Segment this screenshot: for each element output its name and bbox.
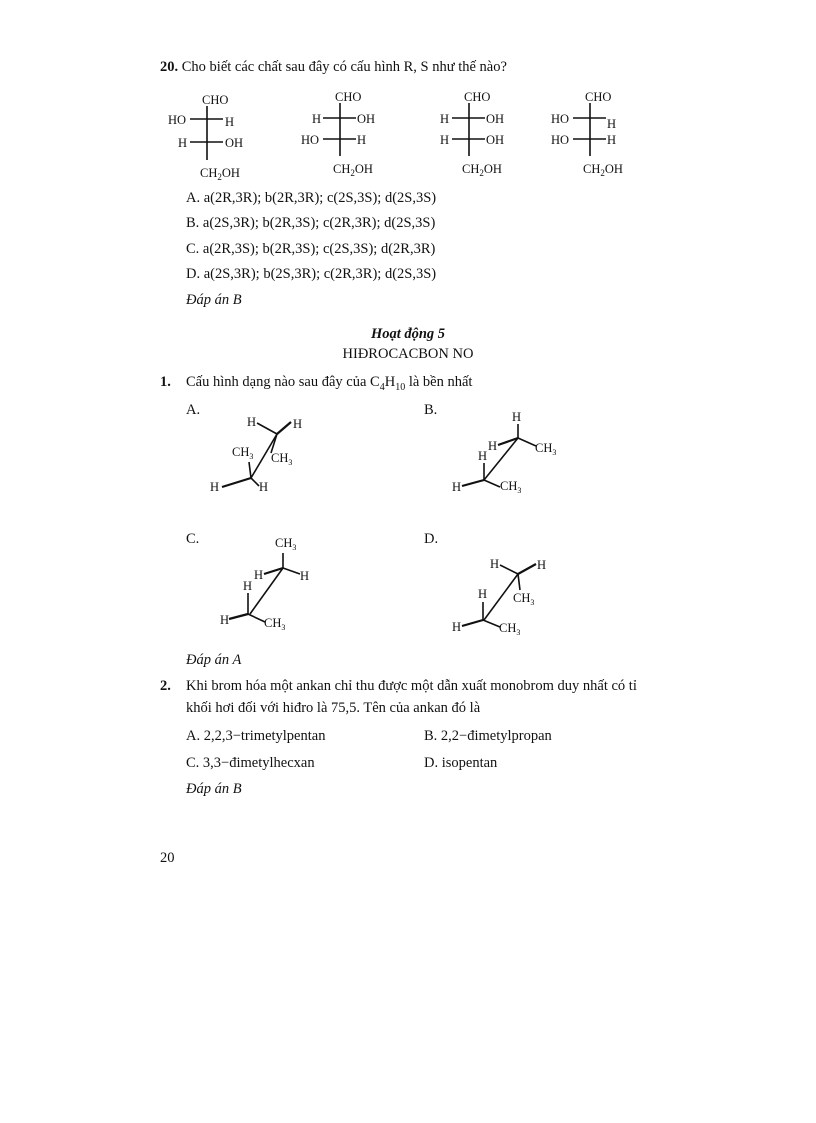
svg-text:H: H xyxy=(452,480,462,494)
q1-answer: Đáp án A xyxy=(186,652,242,668)
atom-left-1: H xyxy=(312,112,322,126)
fischer-structure-b xyxy=(298,88,408,183)
q20-option-d: D. a(2S,3R); b(2S,3R); c(2R,3R); d(2S,3S) xyxy=(186,266,437,282)
svg-text:CH3: $CH_3$ xyxy=(271,451,293,467)
svg-text:H: H xyxy=(254,568,264,582)
atom-right-1: H xyxy=(225,115,235,129)
atom-bottom: $CH_2OH$ xyxy=(200,166,240,182)
svg-text:H: H xyxy=(537,558,547,572)
atom-left-1: HO xyxy=(551,112,570,126)
fischer-structure-d xyxy=(548,88,658,183)
q2-option-c: C. 3,3−đimetylhecxan xyxy=(186,755,315,771)
svg-text:H: H xyxy=(512,410,522,424)
page-number: 20 xyxy=(160,850,175,866)
svg-text:CH3: $CH_3$ xyxy=(513,591,535,607)
svg-text:H: H xyxy=(300,569,310,583)
atom-right-2: H xyxy=(357,133,367,147)
question-1-number: 1. xyxy=(160,374,171,390)
fischer-structure-a xyxy=(165,90,275,185)
q2-option-a: A. 2,2,3−trimetylpentan xyxy=(186,728,326,744)
svg-text:CH3: $CH_3$ xyxy=(499,621,521,637)
question-number: 20. xyxy=(160,59,179,75)
svg-text:CH3: $CH_3$ xyxy=(500,479,522,495)
svg-text:CH3: $CH_3$ xyxy=(535,441,557,457)
svg-text:H: H xyxy=(478,587,488,601)
atom-right-1: OH xyxy=(357,112,376,126)
q20-answer: Đáp án B xyxy=(186,292,242,308)
svg-text:H: H xyxy=(210,480,220,494)
atom-left-2: HO xyxy=(301,133,320,147)
question-2-line-1: Khi brom hóa một ankan chỉ thu được một dẫn xuất monobrom duy nhất có tỉ xyxy=(186,678,637,694)
q20-option-b: B. a(2S,3R); b(2R,3S); c(2R,3R); d(2S,3S) xyxy=(186,215,436,231)
q20-option-c: C. a(2R,3S); b(2R,3S); c(2S,3S); d(2R,3R) xyxy=(186,241,436,257)
atom-left-1: H xyxy=(440,112,450,126)
atom-bottom: $CH_2OH$ xyxy=(462,162,502,178)
svg-text:H: H xyxy=(488,439,498,453)
q2-option-d: D. isopentan xyxy=(424,755,498,771)
svg-text:H: H xyxy=(452,620,462,634)
atom-left-2: HO xyxy=(551,133,570,147)
question-text: Cho biết các chất sau đây có cấu hình R, S như thế nào? xyxy=(181,59,507,75)
question-20-title xyxy=(160,60,507,75)
q20-option-a: A. a(2R,3R); b(2R,3R); c(2S,3S); d(2S,3S) xyxy=(186,190,437,206)
section-title: Hoạt động 5 xyxy=(370,326,446,342)
atom-left-1: HO xyxy=(168,113,187,127)
svg-text:H: H xyxy=(293,417,303,431)
svg-text:H: H xyxy=(478,449,488,463)
atom-right-2: H xyxy=(607,133,617,147)
atom-right-1: OH xyxy=(486,112,505,126)
atom-bottom: $CH_2OH$ xyxy=(583,162,623,178)
conformer-b xyxy=(448,408,578,498)
q2-option-b: B. 2,2−đimetylpropan xyxy=(424,728,552,744)
atom-left-2: H xyxy=(440,133,450,147)
svg-text:CH3: $CH_3$ xyxy=(275,536,297,552)
q1-label-c: C. xyxy=(186,531,200,547)
question-1-text: Cấu hình dạng nào sau đây của $C_4H_{10}$ là bền nhất xyxy=(186,374,473,393)
q2-answer: Đáp án B xyxy=(186,781,242,797)
svg-text:H: H xyxy=(247,415,257,429)
atom-left-2: H xyxy=(178,136,188,150)
atom-right-1: H xyxy=(607,117,617,131)
conformer-d xyxy=(448,552,578,642)
q1-label-d: D. xyxy=(424,531,439,547)
fischer-structure-c xyxy=(427,88,537,183)
atom-top: CHO xyxy=(464,90,491,104)
svg-text:H: H xyxy=(220,613,230,627)
section-subtitle: HIĐROCACBON NO xyxy=(342,346,474,362)
svg-text:H: H xyxy=(490,557,500,571)
question-2-line-2: khối hơi đối với hiđro là 75,5. Tên của ankan đó là xyxy=(186,700,481,716)
atom-right-2: OH xyxy=(225,136,244,150)
atom-bottom: $CH_2OH$ xyxy=(333,162,373,178)
conformer-c xyxy=(216,536,336,636)
svg-text:CH3: $CH_3$ xyxy=(264,616,286,632)
atom-top: CHO xyxy=(335,90,362,104)
q1-label-b: B. xyxy=(424,402,438,418)
atom-top: CHO xyxy=(202,93,229,107)
atom-top: CHO xyxy=(585,90,612,104)
q1-label-a: A. xyxy=(186,402,201,418)
svg-text:H: H xyxy=(259,480,269,494)
svg-text:H: H xyxy=(243,579,253,593)
svg-text:CH3: $CH_3$ xyxy=(232,445,254,461)
conformer-a xyxy=(205,410,325,500)
question-2-number: 2. xyxy=(160,678,171,694)
atom-right-2: OH xyxy=(486,133,505,147)
